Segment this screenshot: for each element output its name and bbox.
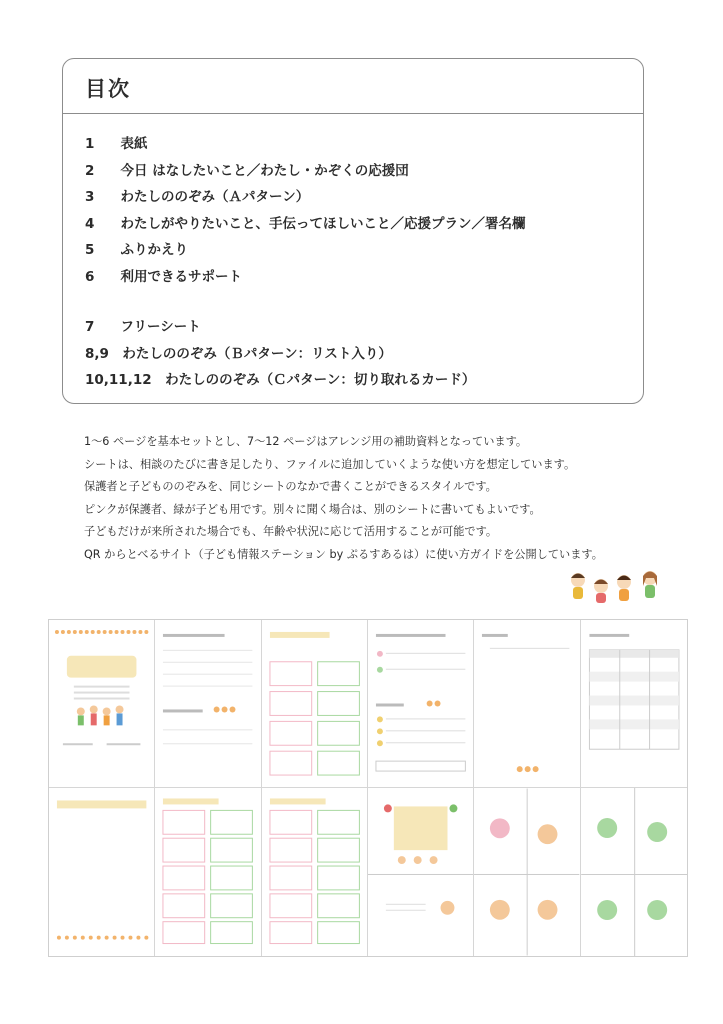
hope-b-thumbnail-1 bbox=[155, 788, 261, 956]
toc-item-label: わたしののぞみ（Ｂパターン：リスト入り） bbox=[122, 345, 392, 362]
toc-item bbox=[85, 211, 633, 238]
description-line: ピンクが保護者、緑が子ども用です。別々に聞く場合は、別のシートに書いてもよいです。 bbox=[84, 502, 541, 516]
toc-divider bbox=[63, 113, 643, 114]
description-line: 保護者と子どもののぞみを、同じシートのなかで書くことができるスタイルです。 bbox=[84, 480, 497, 494]
description-line: 1～6 ページを基本セットとし、7～12 ページはアレンジ用の補助資料となっています。 bbox=[84, 435, 528, 448]
toc-item-number: 10,11,12 bbox=[85, 372, 152, 388]
toc-box bbox=[62, 58, 644, 404]
toc-item bbox=[85, 367, 633, 394]
talk-support-thumbnail bbox=[155, 620, 261, 788]
description bbox=[84, 431, 704, 567]
toc-item-label: 利用できるサポート bbox=[120, 268, 242, 285]
children-illustration-icon bbox=[566, 566, 666, 604]
cover-thumbnail bbox=[49, 620, 155, 788]
toc-item bbox=[85, 237, 633, 264]
toc-item bbox=[85, 184, 633, 211]
toc-title: 目次 bbox=[85, 77, 131, 101]
toc-list bbox=[85, 131, 633, 394]
page-thumbnails bbox=[48, 619, 688, 957]
toc-item bbox=[85, 264, 633, 291]
toc-item-number: 5 bbox=[85, 242, 95, 258]
toc-item-label: フリーシート bbox=[120, 319, 201, 335]
toc-item bbox=[85, 131, 633, 158]
description-line: 子どもだけが来所された場合でも、年齢や状況に応じて活用することが可能です。 bbox=[84, 525, 498, 539]
description-line: シートは、相談のたびに書き足したり、ファイルに追加していくような使い方を想定しています。 bbox=[84, 457, 576, 471]
description-line: QR からとべるサイト（子ども情報ステーション by ぷるすあるは）に使い方ガイドを公開しています。 bbox=[84, 547, 603, 561]
toc-item-label: 今日 はなしたいこと／わたし・かぞくの応援団 bbox=[120, 162, 409, 179]
toc-item-label: わたしがやりたいこと、手伝ってほしいこと／応援プラン／署名欄 bbox=[120, 215, 526, 232]
toc-item bbox=[85, 314, 633, 341]
toc-item-label: わたしののぞみ（Ｃパターン：切り取れるカード） bbox=[165, 372, 476, 388]
toc-item-label: わたしののぞみ（Ａパターン） bbox=[120, 189, 310, 205]
toc-item bbox=[85, 158, 633, 185]
toc-item-label: ふりかえり bbox=[120, 242, 188, 258]
toc-item-number: 6 bbox=[85, 268, 95, 285]
toc-item-number: 2 bbox=[85, 162, 95, 179]
toc-item-number: 4 bbox=[85, 215, 95, 232]
support-table-thumbnail bbox=[581, 620, 687, 788]
plan-thumbnail bbox=[368, 620, 474, 788]
hope-c-thumbnail-1 bbox=[368, 788, 474, 956]
review-thumbnail bbox=[474, 620, 580, 788]
toc-item-number: 3 bbox=[85, 189, 95, 205]
toc-item-number: 1 bbox=[85, 136, 95, 152]
toc-item-label: 表紙 bbox=[120, 136, 148, 152]
toc-item bbox=[85, 341, 633, 368]
toc-item-number: 8,9 bbox=[85, 345, 109, 362]
toc-item-number: 7 bbox=[85, 319, 95, 335]
hope-c-thumbnail-2 bbox=[474, 788, 580, 956]
free-sheet-thumbnail bbox=[49, 788, 155, 956]
hope-c-thumbnail-3 bbox=[581, 788, 687, 956]
hope-b-thumbnail-2 bbox=[262, 788, 368, 956]
hope-a-thumbnail bbox=[262, 620, 368, 788]
